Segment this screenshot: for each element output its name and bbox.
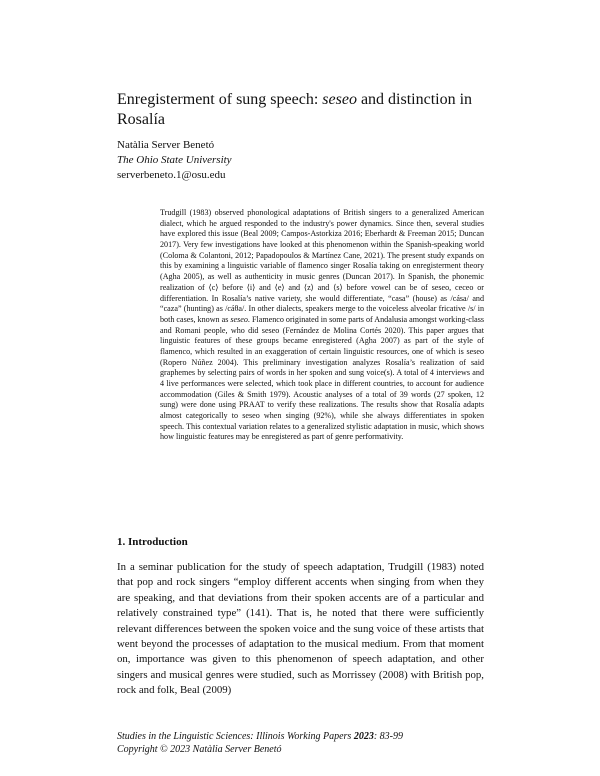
footer-year: 2023	[353, 731, 374, 742]
page-footer	[117, 730, 403, 756]
abstract	[160, 208, 484, 443]
abstract-italic-term: seseo	[230, 314, 248, 324]
footer-journal: Studies in the Linguistic Sciences: Illinois Working Papers	[117, 731, 354, 742]
footer-citation	[117, 730, 403, 743]
title-italic-term: seseo	[322, 91, 357, 108]
abstract-text-1: Trudgill (1983) observed phonological adaptations of British singers to a generalized American dialect, which he argued responded to the industry's power dynamics. Since then, several studies have explored this issue (Beal 2009; Campos-Astorkiza 2016; Eberhardt & Freeman 2015; Duncan 2017). Very few investigations have looked at this phenomenon within the Spanish-speaking world (Coloma & Colantoni, 2012; Papadopoulos & Martínez Cane, 2021). The present study expands on this by examining a linguistic variable of flamenco singer Rosalía taking on enregisterment theory (Agha 2005), as well as authenticity in music genres (Duncan 2017). In Spanish, the phonemic realization of ⟨c⟩ before ⟨i⟩ and ⟨e⟩ and ⟨z⟩ and ⟨s⟩ before vowel can be of seseo, ceceo or differentiation. In Rosalía’s native variety, she would differentiate, “casa” (house) as /cása/ and “caza” (hunting) as /cáθa/. In other dialects, speakers merge to the voiceless alveolar fricative /s/ in both cases, known as	[160, 208, 484, 324]
footer-copyright: Copyright © 2023 Natàlia Server Benetó	[117, 744, 282, 755]
paper-title	[117, 90, 497, 130]
body-paragraph: In a seminar publication for the study of speech adaptation, Trudgill (1983) noted that pop and rock singers “employ different accents when singing from when they are speaking, and that deviations from their spoken accents are of a particular and relatively constrained type” (141). That is, he noted that there were sufficiently relevant differences between the spoken voice and the sung voice of these artists that went beyond the processes of adaptation to the musical medium. From that moment on, importance was given to this phenomenon of speech adaptation, and other singers and musical genres were studied, such as Morrissey (2008) with British pop, rock and folk, Beal (2009)	[117, 561, 484, 697]
footer-pages: : 83-99	[373, 731, 403, 742]
section-heading: 1. Introduction	[117, 536, 188, 548]
author-name: Natàlia Server Benetó	[117, 139, 215, 151]
title-text-start: Enregisterment of sung speech:	[117, 91, 323, 108]
author-affiliation: The Ohio State University	[117, 154, 232, 166]
title-text-end: and distinction in Rosalía	[117, 91, 473, 128]
author-block	[117, 138, 232, 183]
abstract-text-2: . Flamenco originated in some parts of Andalusia amongst working-class and Romani people, who did seseo (Fernández de Molina Cortés 2020). This paper argues that linguistic features of these groups became enregistered (Agha 2007) as part of the style of flamenco, which resulted in an exaggeration of certain linguistic resources, one of which is seseo (Ropero Núñez 2004). This preliminary investigation analyzes Rosalía’s realization of said graphemes by selecting pairs of words in her spoken and sung voice(s). A total of 4 interviews and 4 live performances were selected, which took place in different countries, to account for audience accommodation (Giles & Smith 1979). Acoustic analyses of a total of 39 words (27 spoken, 12 sung) were done using PRAAT to verify these realizations. The results show that Rosalía adapts almost categorically to seseo when singing (92%), while she always differentiates in spoken speech. This contextual variation relates to a generalized stylistic adaptation in music, which shows how linguistic features may be enregistered as part of genre performativity.	[160, 314, 484, 442]
author-email: serverbeneto.1@osu.edu	[117, 169, 226, 181]
